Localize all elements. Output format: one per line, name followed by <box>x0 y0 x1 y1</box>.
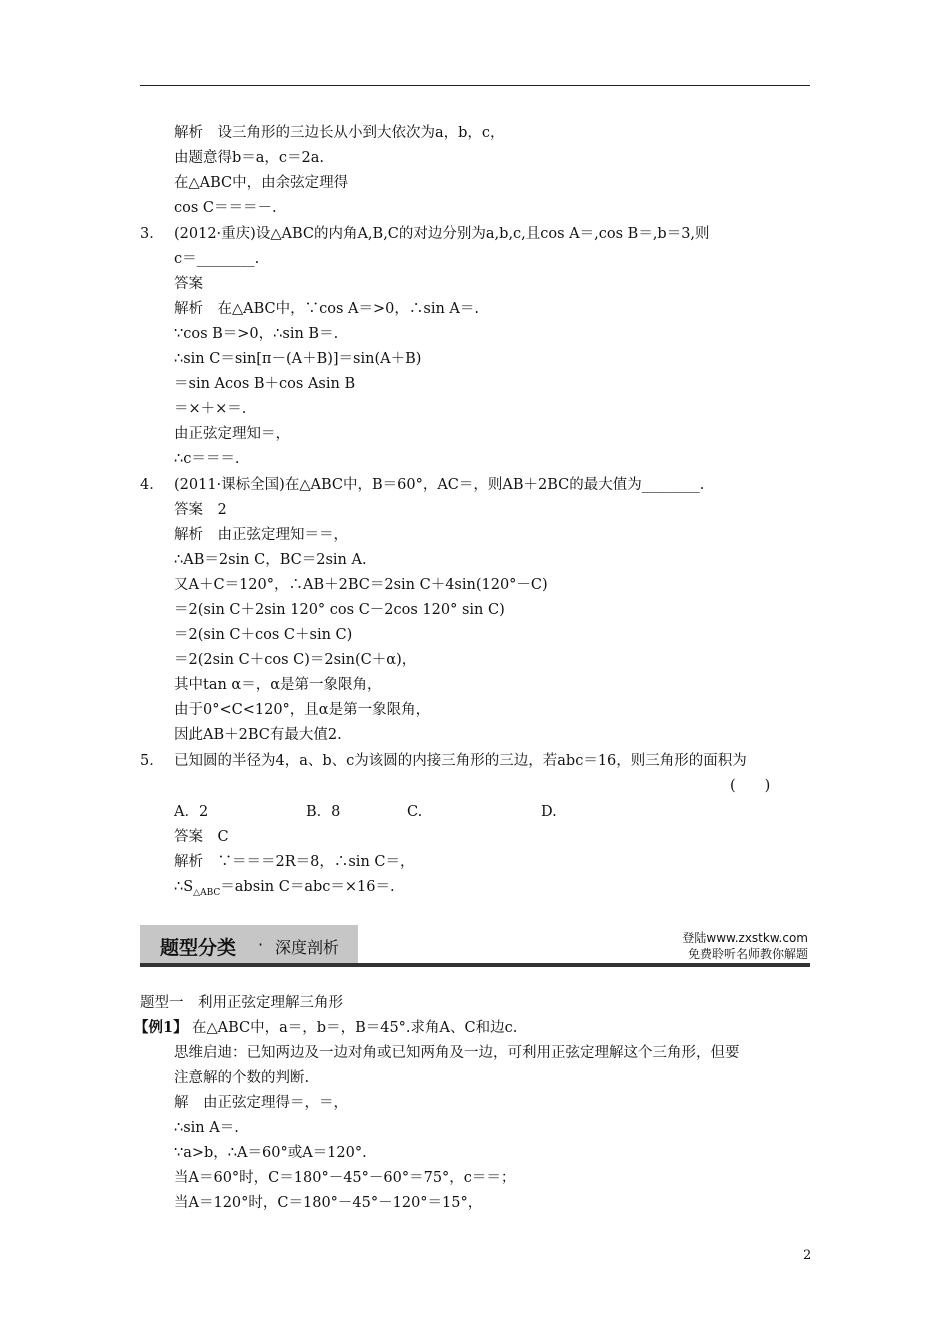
q5-line-last <box>174 877 395 903</box>
example-line: 思维启迪：已知两边及一边对角或已知两角及一边，可利用正弦定理解这个三角形，但要 <box>174 1045 740 1061</box>
q5-subscript: △ABC <box>193 887 221 898</box>
banner-title: 题型分类 <box>160 937 237 959</box>
solution-line: cos C＝＝＝－. <box>174 200 277 216</box>
example-line: 当A＝60°时，C＝180°－45°－60°＝75°，c＝＝； <box>174 1170 516 1186</box>
q5-number: 5． <box>140 753 164 769</box>
example-line: ∴sin A＝. <box>174 1120 239 1136</box>
section-banner <box>140 923 810 969</box>
header-rule <box>140 85 810 86</box>
banner-promo-text: 免费聆听名师教你解题 <box>687 947 808 961</box>
q3-text-cont: c＝________. <box>174 251 260 267</box>
q5-answer-bracket: ( ) <box>730 778 771 794</box>
q3-line: ＝×＋×＝. <box>174 401 247 417</box>
page-number: 2 <box>803 1248 812 1263</box>
q5-text: 已知圆的半径为4，a、b、c为该圆的内接三角形的三边，若abc＝16，则三角形的面积为 <box>174 753 747 769</box>
q5-line-prefix: ∴S <box>174 879 194 895</box>
example-line: ∵a>b，∴A＝60°或A＝120°. <box>174 1145 367 1161</box>
q3-line: 由正弦定理知＝， <box>174 426 290 442</box>
example-line: 当A＝120°时，C＝180°－45°－120°＝15°， <box>174 1195 483 1211</box>
q3-line: ∴sin C＝sin[π－(A＋B)]＝sin(A＋B) <box>174 351 422 367</box>
q5-answer: 答案 C <box>174 829 229 845</box>
q4-line: 因此AB＋2BC有最大值2. <box>174 727 342 743</box>
q3-answer: 答案 <box>174 276 203 292</box>
q4-line: 解析 由正弦定理知＝＝， <box>174 527 348 543</box>
q5-line: 解析 ∵＝＝＝2R＝8，∴sin C＝， <box>174 854 415 870</box>
example-label: 【例1】 <box>134 1019 188 1036</box>
banner-promo-url: 登陆www.zxstkw.com <box>682 931 808 945</box>
q4-line: ＝2(2sin C＋cos C)＝2sin(C＋α)， <box>174 652 417 668</box>
q3-line: 解析 在△ABC中，∵cos A＝>0，∴sin A＝. <box>174 301 479 317</box>
q4-line: 又A＋C＝120°，∴AB＋2BC＝2sin C＋4sin(120°－C) <box>174 577 548 593</box>
example-line: 解 由正弦定理得＝，＝， <box>174 1095 348 1111</box>
section-heading: 题型一 利用正弦定理解三角形 <box>140 995 343 1011</box>
solution-line: 解析 设三角形的三边长从小到大依次为a，b，c， <box>174 125 505 141</box>
banner-subtitle: 深度剖析 <box>275 938 340 957</box>
q4-text: (2011·课标全国)在△ABC中，B＝60°，AC＝，则AB＋2BC的最大值为________. <box>174 477 705 493</box>
solution-line: 在△ABC中，由余弦定理得 <box>174 175 349 191</box>
q5-line-suffix: ＝absin C＝abc＝×16＝. <box>220 879 395 895</box>
banner-separator: · <box>258 935 264 954</box>
q5-option-c: C. <box>407 804 423 820</box>
q4-line: 其中tan α＝，α是第一象限角， <box>174 677 382 693</box>
q4-line: ＝2(sin C＋cos C＋sin C) <box>174 627 353 643</box>
q3-line: ＝sin Acos B＋cos Asin B <box>174 376 356 392</box>
q4-answer: 答案 2 <box>174 502 227 518</box>
banner-rule <box>140 963 810 967</box>
q5-option-d: D. <box>541 804 557 820</box>
q3-line: ∵cos B＝>0，∴sin B＝. <box>174 326 339 342</box>
q4-number: 4． <box>140 477 164 493</box>
q3-number: 3． <box>140 226 164 242</box>
q4-line: ＝2(sin C＋2sin 120° cos C－2cos 120° sin C) <box>174 602 505 618</box>
q3-line: ∴c＝＝＝. <box>174 451 240 467</box>
example-line: 注意解的个数的判断. <box>174 1070 310 1086</box>
q5-option-a: A．2 <box>174 804 209 820</box>
q3-text: (2012·重庆)设△ABC的内角A,B,C的对边分别为a,b,c,且cos A＝,cos B＝,b＝3,则 <box>174 226 710 242</box>
solution-line: 由题意得b＝a，c＝2a. <box>174 150 325 166</box>
q4-line: ∴AB＝2sin C，BC＝2sin A. <box>174 552 367 568</box>
q5-option-b: B．8 <box>306 804 341 820</box>
example-text: 在△ABC中，a＝，b＝，B＝45°.求角A、C和边c. <box>192 1020 518 1036</box>
q4-line: 由于0°<C<120°，且α是第一象限角， <box>174 702 431 718</box>
